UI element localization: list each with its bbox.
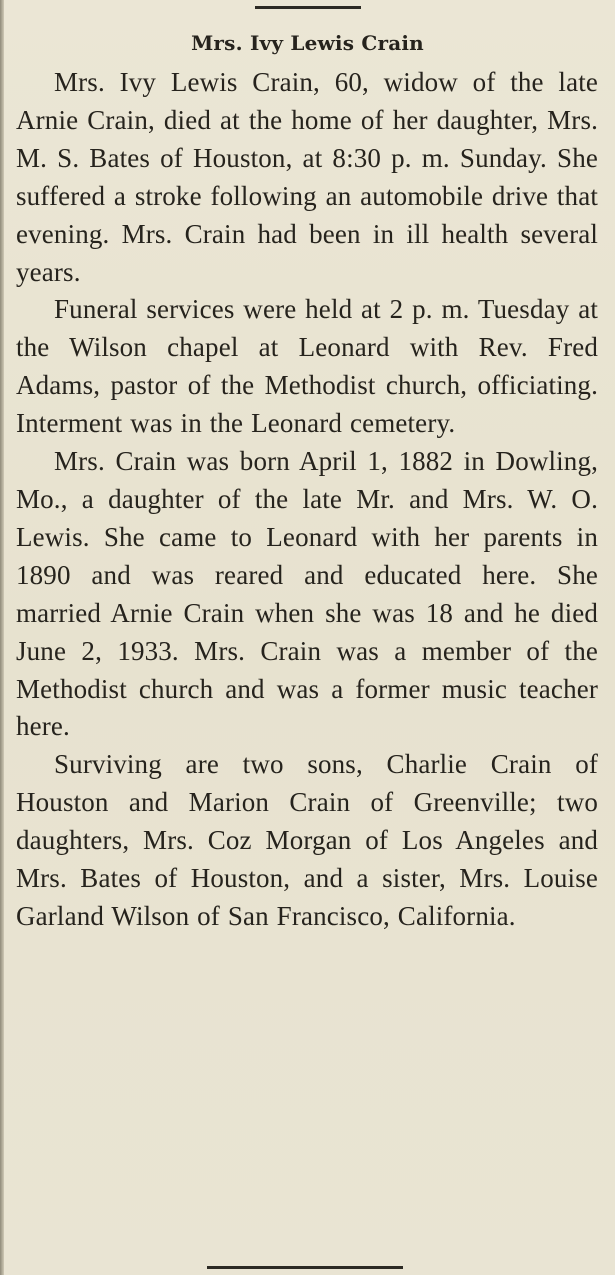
bottom-rule [207,1266,403,1269]
article-headline: Mrs. Ivy Lewis Crain [191,31,424,55]
paragraph-biography: Mrs. Crain was born April 1, 1882 in Dowling, Mo., a daughter of the late Mr. and Mrs. W. O. Lewis. She came to Leonard with her parents in 1890 and was reared and educated here. She married Arnie Crain when she was 18 and he died June 2, 1933. Mrs. Crain was a member of the Methodist church and was a former music teacher here. [16,446,598,742]
paragraph-funeral: Funeral services were held at 2 p. m. Tuesday at the Wilson chapel at Leonard with Rev. Fred Adams, pastor of the Methodist church, officiating. Interment was in the Leonard cemetery. [16,294,598,439]
clipping-edge [0,0,4,1275]
paragraph-survivors: Surviving are two sons, Charlie Crain of Houston and Marion Crain of Greenville; two daughters, Mrs. Coz Morgan of Los Angeles and Mrs. Bates of Houston, and a sister, Mrs. Louise Garland Wilson of San Francisco, California. [16,749,598,931]
paragraph-death-notice: Mrs. Ivy Lewis Crain, 60, widow of the late Arnie Crain, died at the home of her daughter, Mrs. M. S. Bates of Houston, at 8:30 p. m. Sunday. She suffered a stroke following an automobile drive that evening. Mrs. Crain had been in ill health several years. [16,67,598,287]
article-body [16,64,598,936]
top-rule [255,6,361,9]
